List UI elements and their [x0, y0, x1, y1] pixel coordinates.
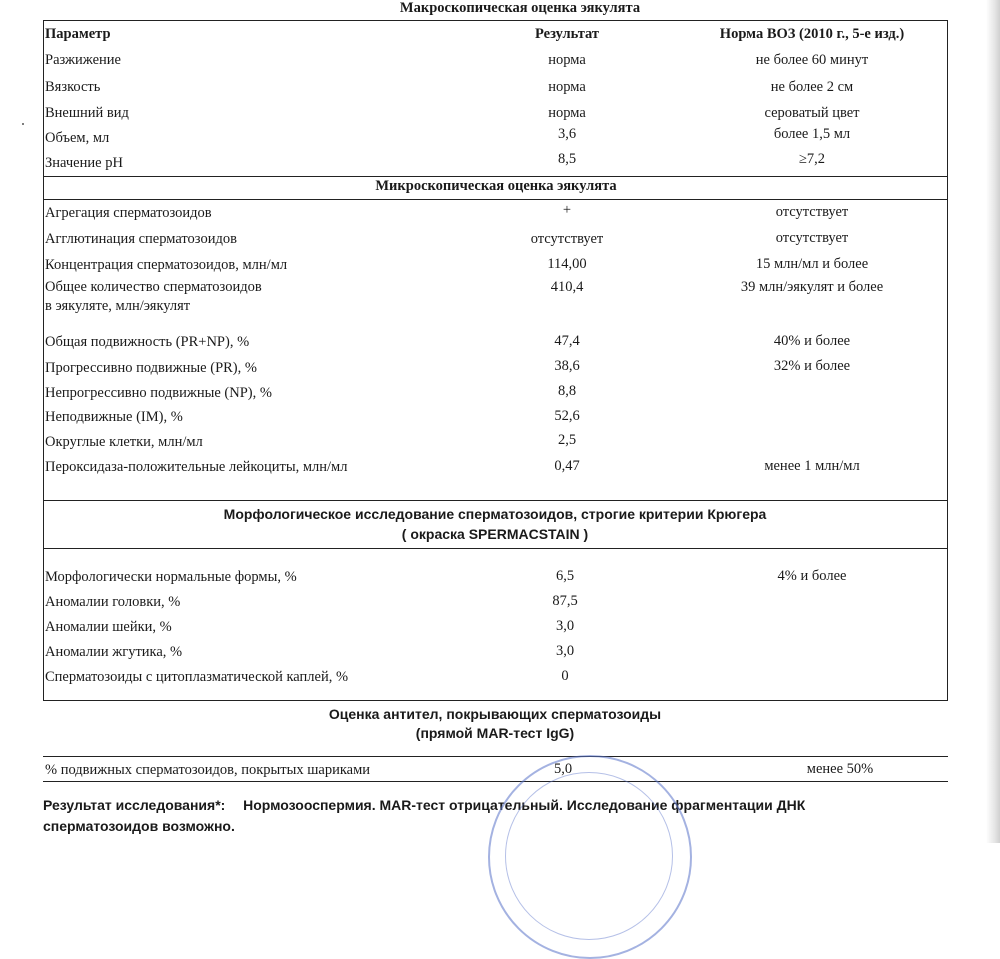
row-param: Разжижение: [45, 52, 121, 68]
row-result: 5,0: [553, 761, 573, 777]
row-param: Сперматозоиды с цитоплазматической каплей, %: [45, 669, 349, 685]
row-result: норма: [548, 52, 586, 68]
row-param: Общее количество сперматозоидов: [45, 279, 262, 295]
row-norm: отсутствует: [775, 204, 849, 220]
row-param: Морфологически нормальные формы, %: [45, 569, 297, 585]
row-param: Непрогрессивно подвижные (NP), %: [45, 385, 272, 401]
row-norm: 4% и более: [777, 568, 847, 584]
row-result: 410,4: [550, 279, 584, 295]
mar-subtitle: (прямой MAR-тест IgG): [415, 725, 575, 741]
row-norm: 32% и более: [773, 358, 851, 374]
row-result: 38,6: [554, 358, 580, 374]
table-right-border: [947, 20, 948, 500]
micro-top-border: [43, 176, 948, 177]
morph-left-border: [43, 500, 44, 700]
row-result: 2,5: [557, 432, 577, 448]
morph-subtitle: ( окраска SPERMACSTAIN ): [401, 526, 589, 542]
row-norm: не более 2 см: [770, 79, 854, 95]
conclusion-line2: сперматозоидов возможно.: [43, 818, 235, 834]
header-result: Результат: [534, 26, 600, 42]
row-param: Округлые клетки, млн/мл: [45, 434, 203, 450]
row-norm: сероватый цвет: [764, 105, 860, 121]
row-param: Прогрессивно подвижные (PR), %: [45, 360, 257, 376]
row-norm: не более 60 минут: [755, 52, 869, 68]
page-edge-shadow: [986, 0, 1000, 843]
row-param: Неподвижные (IM), %: [45, 409, 183, 425]
row-norm: более 1,5 мл: [773, 126, 851, 142]
row-result: норма: [548, 105, 586, 121]
row-result: 3,0: [555, 618, 575, 634]
row-param: Общая подвижность (PR+NP), %: [45, 334, 250, 350]
row-result: отсутствует: [530, 231, 604, 247]
row-param-line2: в эякуляте, млн/эякулят: [45, 298, 191, 314]
row-norm: отсутствует: [775, 230, 849, 246]
header-param: Параметр: [45, 26, 111, 42]
micro-title: Микроскопическая оценка эякулята: [375, 178, 617, 194]
row-param: Концентрация сперматозоидов, млн/мл: [45, 257, 288, 273]
row-param: % подвижных сперматозоидов, покрытых шариками: [45, 762, 371, 778]
row-result: +: [562, 202, 572, 218]
morph-top-border: [43, 500, 948, 501]
macro-top-border: [43, 20, 948, 21]
row-result: 0: [561, 668, 569, 684]
row-result: 8,8: [557, 383, 577, 399]
micro-title-border: [43, 199, 948, 200]
row-param: Аномалии шейки, %: [45, 619, 172, 635]
mar-top-border: [43, 700, 948, 701]
row-param: Вязкость: [45, 79, 101, 95]
row-param: Аномалии головки, %: [45, 594, 181, 610]
mar-row-bottom-border: [43, 781, 948, 782]
row-norm: ≥7,2: [798, 151, 826, 167]
row-result: 0,47: [554, 458, 580, 474]
row-norm: менее 50%: [806, 761, 874, 777]
row-param: Агрегация сперматозоидов: [45, 205, 212, 221]
row-result: 47,4: [554, 333, 580, 349]
conclusion-label: Результат исследования*:: [43, 797, 226, 813]
morph-right-border: [947, 500, 948, 700]
scan-speck: [22, 123, 24, 125]
row-param: Агглютинация сперматозоидов: [45, 231, 237, 247]
row-result: 87,5: [552, 593, 578, 609]
row-param: Значение pH: [45, 155, 123, 171]
row-param: Пероксидаза-положительные лейкоциты, млн/мл: [45, 459, 348, 475]
row-result: 6,5: [555, 568, 575, 584]
stamp-inner-ring: [505, 772, 673, 940]
row-norm: менее 1 млн/мл: [764, 458, 860, 474]
row-norm: 15 млн/мл и более: [755, 256, 869, 272]
row-param: Объем, мл: [45, 130, 110, 146]
header-norm: Норма ВОЗ (2010 г., 5-е изд.): [719, 26, 905, 42]
row-param: Аномалии жгутика, %: [45, 644, 183, 660]
morph-title: Морфологическое исследование сперматозоидов, строгие критерии Крюгера: [223, 506, 767, 522]
row-norm: 39 млн/эякулят и более: [740, 279, 884, 295]
mar-row-top-border: [43, 756, 948, 757]
row-result: 8,5: [557, 151, 577, 167]
row-result: 3,0: [555, 643, 575, 659]
row-norm: 40% и более: [773, 333, 851, 349]
row-result: норма: [548, 79, 586, 95]
conclusion-text: Нормозооспермия. MAR-тест отрицательный. Исследование фрагментации ДНК: [243, 797, 806, 813]
conclusion-line1: [43, 797, 805, 813]
row-param: Внешний вид: [45, 105, 129, 121]
macro-title: Макроскопическая оценка эякулята: [399, 0, 641, 16]
row-result: 3,6: [557, 126, 577, 142]
row-result: 52,6: [554, 408, 580, 424]
morph-title-border: [43, 548, 948, 549]
mar-title: Оценка антител, покрывающих сперматозоиды: [328, 706, 662, 722]
table-left-border: [43, 20, 44, 500]
row-result: 114,00: [547, 256, 587, 272]
